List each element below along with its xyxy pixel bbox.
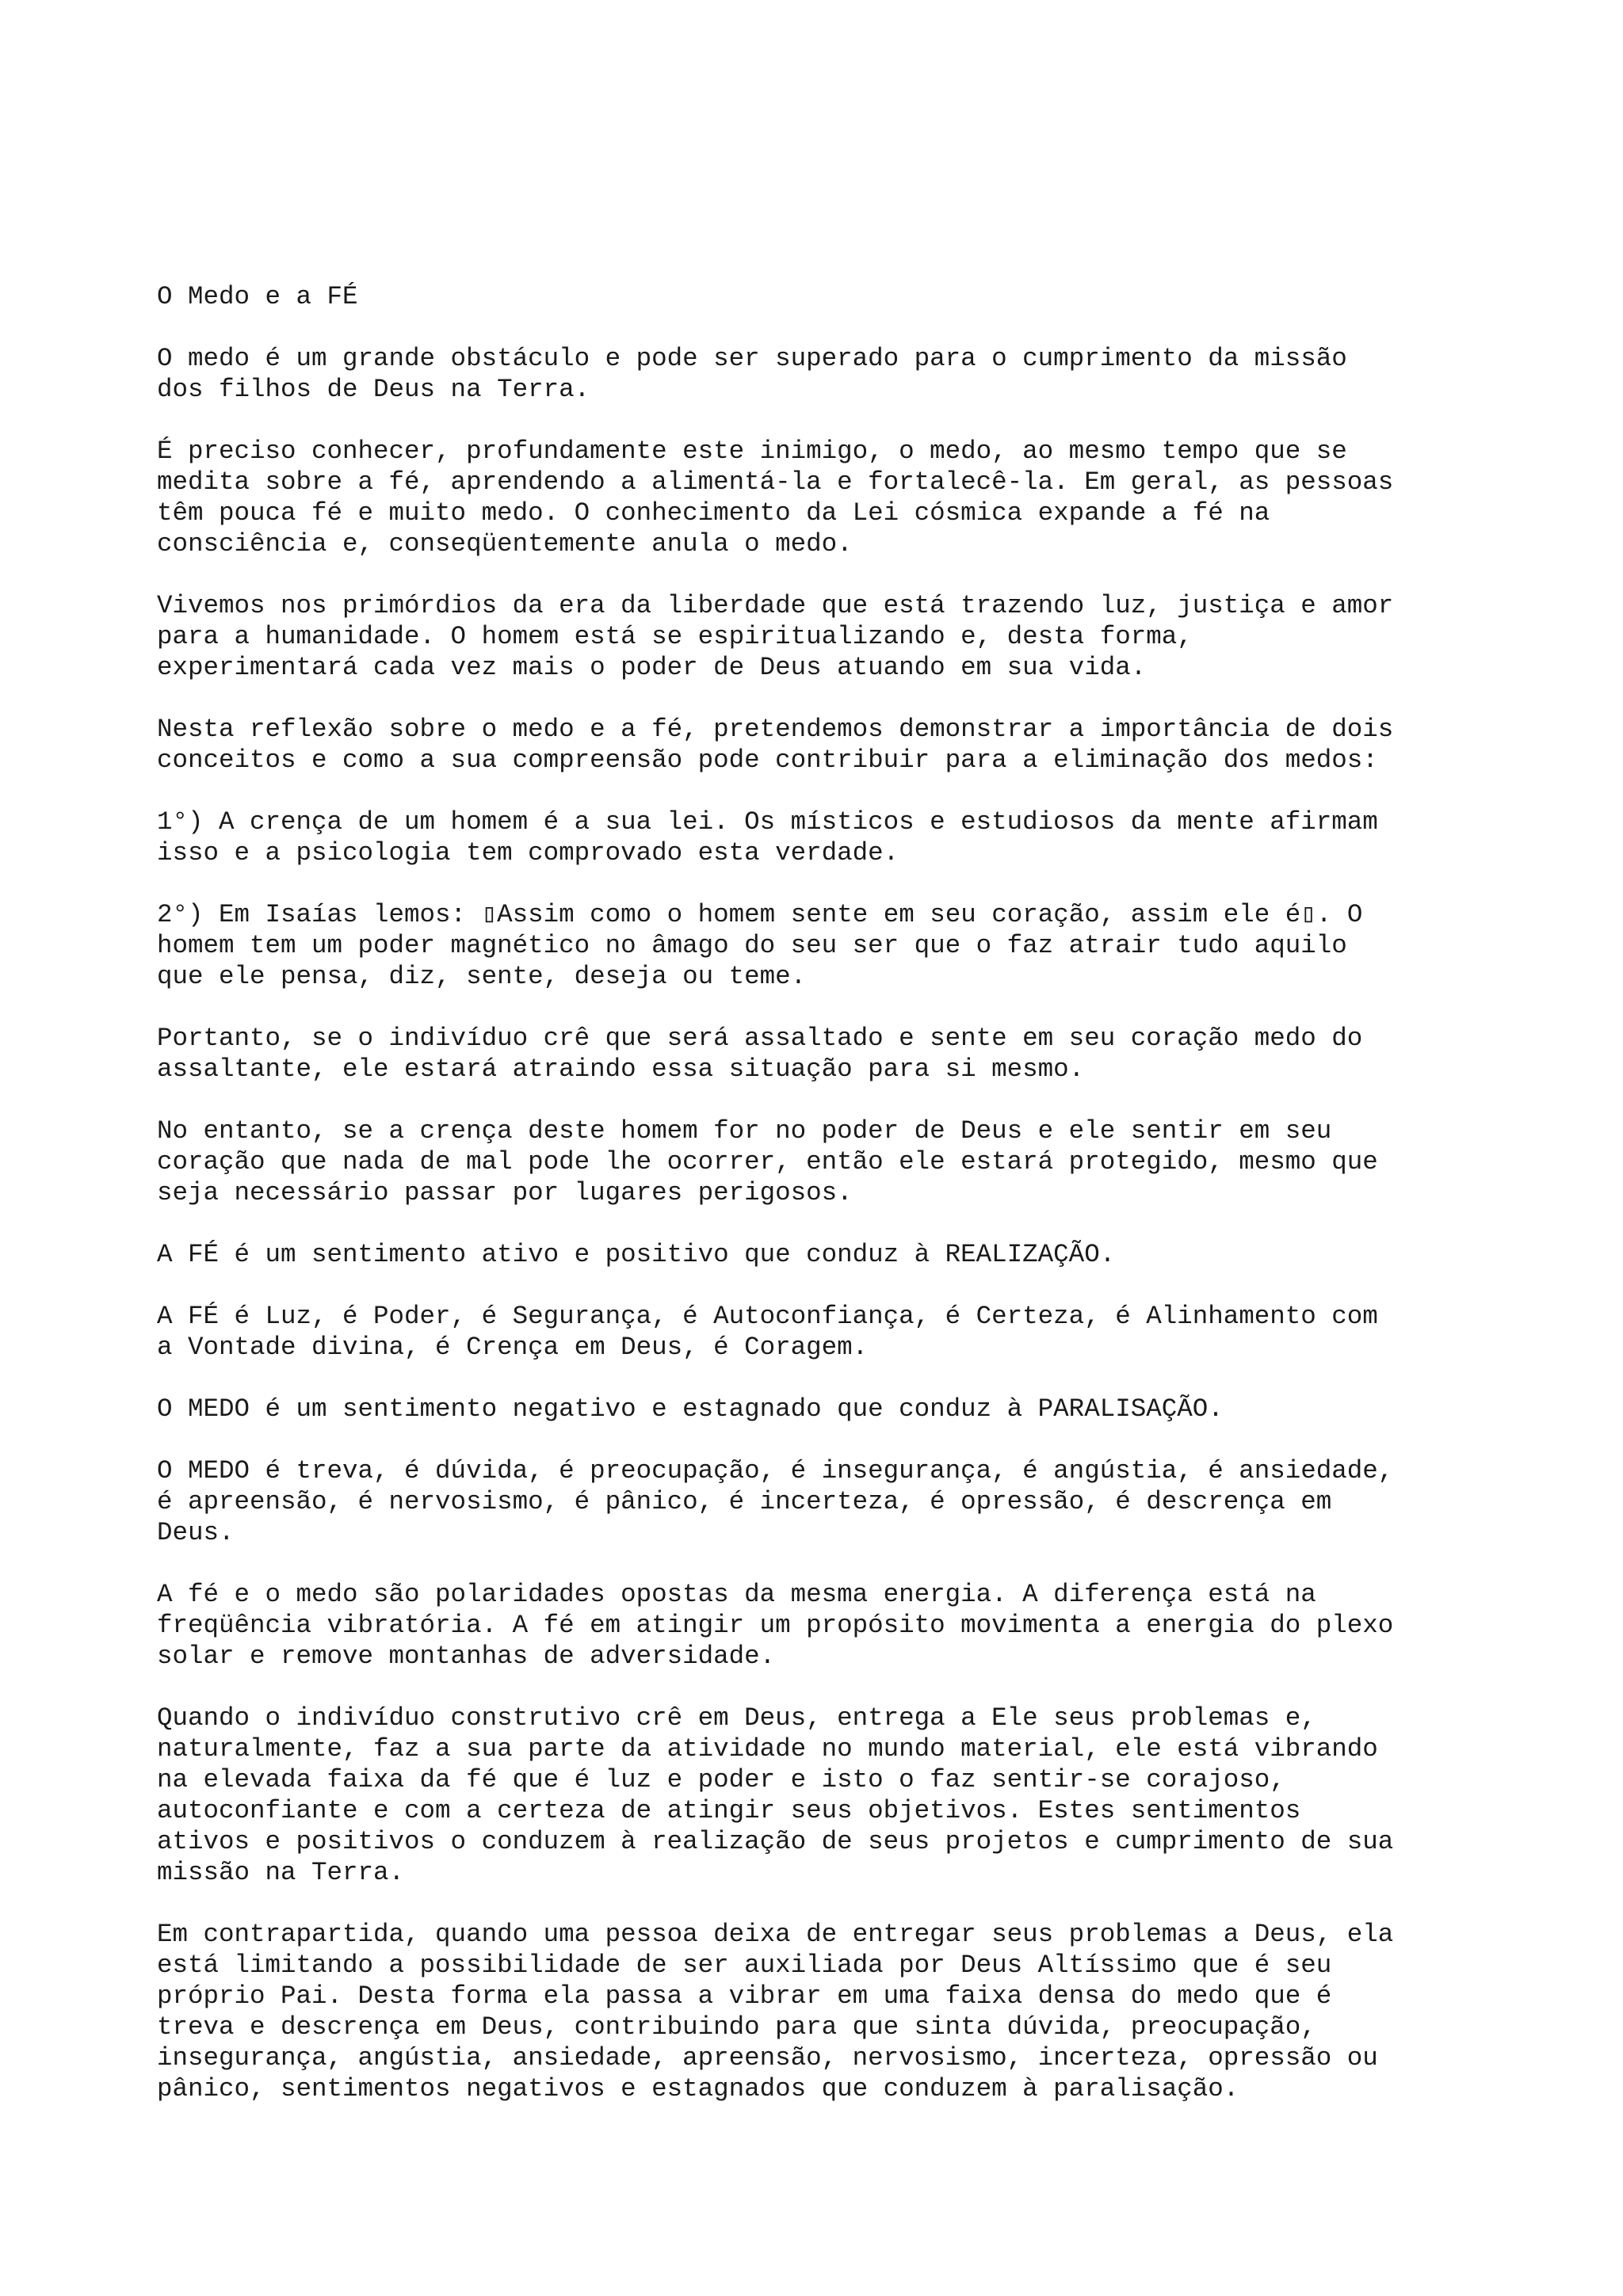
document-body xyxy=(157,281,1504,2135)
text-line: O MEDO é treva, é dúvida, é preocupação, é insegurança, é angústia, é ansiedade, xyxy=(157,1456,1394,1486)
paragraph xyxy=(157,1394,1504,1425)
paragraph xyxy=(157,1703,1504,1888)
paragraph xyxy=(157,1239,1504,1270)
text-line: isso e a psicologia tem comprovado esta verdade. xyxy=(157,838,899,868)
text-line: É preciso conhecer, profundamente este inimigo, o medo, ao mesmo tempo que se xyxy=(157,437,1347,466)
text-line: está limitando a possibilidade de ser auxiliada por Deus Altíssimo que é seu xyxy=(157,1951,1332,1980)
text-line: para a humanidade. O homem está se espiritualizando e, desta forma, xyxy=(157,622,1193,651)
text-line: próprio Pai. Desta forma ela passa a vibrar em uma faixa densa do medo que é xyxy=(157,1981,1332,2011)
text-line: A FÉ é um sentimento ativo e positivo que conduz à REALIZAÇÃO. xyxy=(157,1240,1116,1269)
text-line: insegurança, angústia, ansiedade, apreensão, nervosismo, incerteza, opressão ou xyxy=(157,2043,1378,2073)
text-line: homem tem um poder magnético no âmago do seu ser que o faz atrair tudo aquilo xyxy=(157,931,1347,960)
text-line: Quando o indivíduo construtivo crê em Deus, entrega a Ele seus problemas e, xyxy=(157,1703,1316,1733)
text-line: ativos e positivos o conduzem à realização de seus projetos e cumprimento de sua xyxy=(157,1827,1394,1856)
text-line: consciência e, conseqüentemente anula o medo. xyxy=(157,529,853,559)
paragraph xyxy=(157,1116,1504,1208)
text-line: 2°) Em Isaías lemos: ▯Assim como o homem sente em seu coração, assim ele é▯. O xyxy=(157,900,1363,929)
document-title: O Medo e a FÉ xyxy=(157,282,358,311)
text-line: autoconfiante e com a certeza de atingir seus objetivos. Estes sentimentos xyxy=(157,1796,1301,1825)
text-line: Deus. xyxy=(157,1518,235,1547)
paragraph xyxy=(157,590,1504,683)
text-line: A FÉ é Luz, é Poder, é Segurança, é Autoconfiança, é Certeza, é Alinhamento com xyxy=(157,1302,1378,1331)
text-line: A fé e o medo são polaridades opostas da mesma energia. A diferença está na xyxy=(157,1580,1316,1609)
text-line: Portanto, se o indivíduo crê que será assaltado e sente em seu coração medo do xyxy=(157,1024,1363,1053)
text-line: experimentará cada vez mais o poder de Deus atuando em sua vida. xyxy=(157,653,1147,682)
text-line: seja necessário passar por lugares perigosos. xyxy=(157,1178,853,1207)
paragraph xyxy=(157,1919,1504,2104)
text-line: naturalmente, faz a sua parte da atividade no mundo material, ele está vibrando xyxy=(157,1734,1378,1764)
paragraph xyxy=(157,1301,1504,1363)
text-line: Em contrapartida, quando uma pessoa deixa de entregar seus problemas a Deus, ela xyxy=(157,1920,1394,1949)
paragraph xyxy=(157,436,1504,559)
text-line: missão na Terra. xyxy=(157,1858,405,1887)
text-line: a Vontade divina, é Crença em Deus, é Coragem. xyxy=(157,1333,869,1362)
paragraph xyxy=(157,1455,1504,1548)
paragraph xyxy=(157,343,1504,405)
text-line: Vivemos nos primórdios da era da liberdade que está trazendo luz, justiça e amor xyxy=(157,591,1394,620)
paragraph xyxy=(157,714,1504,776)
text-line: No entanto, se a crença deste homem for no poder de Deus e ele sentir em seu xyxy=(157,1116,1332,1146)
text-line: medita sobre a fé, aprendendo a alimentá-la e fortalecê-la. Em geral, as pessoas xyxy=(157,467,1394,497)
text-line: assaltante, ele estará atraindo essa situação para si mesmo. xyxy=(157,1055,1085,1084)
text-line: coração que nada de mal pode lhe ocorrer, então ele estará protegido, mesmo que xyxy=(157,1147,1378,1177)
text-line: O medo é um grande obstáculo e pode ser superado para o cumprimento da missão xyxy=(157,344,1347,373)
text-line: pânico, sentimentos negativos e estagnados que conduzem à paralisação. xyxy=(157,2074,1239,2103)
paragraph xyxy=(157,1023,1504,1085)
text-line: que ele pensa, diz, sente, deseja ou teme. xyxy=(157,962,807,991)
paragraph xyxy=(157,1579,1504,1672)
text-line: freqüência vibratória. A fé em atingir um propósito movimenta a energia do plexo xyxy=(157,1611,1394,1640)
text-line: treva e descrença em Deus, contribuindo para que sinta dúvida, preocupação, xyxy=(157,2012,1316,2042)
text-line: conceitos e como a sua compreensão pode contribuir para a eliminação dos medos: xyxy=(157,746,1378,775)
text-line: dos filhos de Deus na Terra. xyxy=(157,375,590,404)
text-line: solar e remove montanhas de adversidade. xyxy=(157,1642,776,1671)
text-line: têm pouca fé e muito medo. O conhecimento da Lei cósmica expande a fé na xyxy=(157,498,1270,528)
paragraph xyxy=(157,807,1504,868)
text-line: 1°) A crença de um homem é a sua lei. Os místicos e estudiosos da mente afirmam xyxy=(157,807,1378,837)
text-line: Nesta reflexão sobre o medo e a fé, pretendemos demonstrar a importância de dois xyxy=(157,715,1394,744)
paragraph xyxy=(157,899,1504,992)
text-line: na elevada faixa da fé que é luz e poder e isto o faz sentir-se corajoso, xyxy=(157,1765,1285,1794)
text-line: O MEDO é um sentimento negativo e estagnado que conduz à PARALISAÇÃO. xyxy=(157,1394,1224,1424)
text-line: é apreensão, é nervosismo, é pânico, é incerteza, é opressão, é descrença em xyxy=(157,1487,1332,1516)
